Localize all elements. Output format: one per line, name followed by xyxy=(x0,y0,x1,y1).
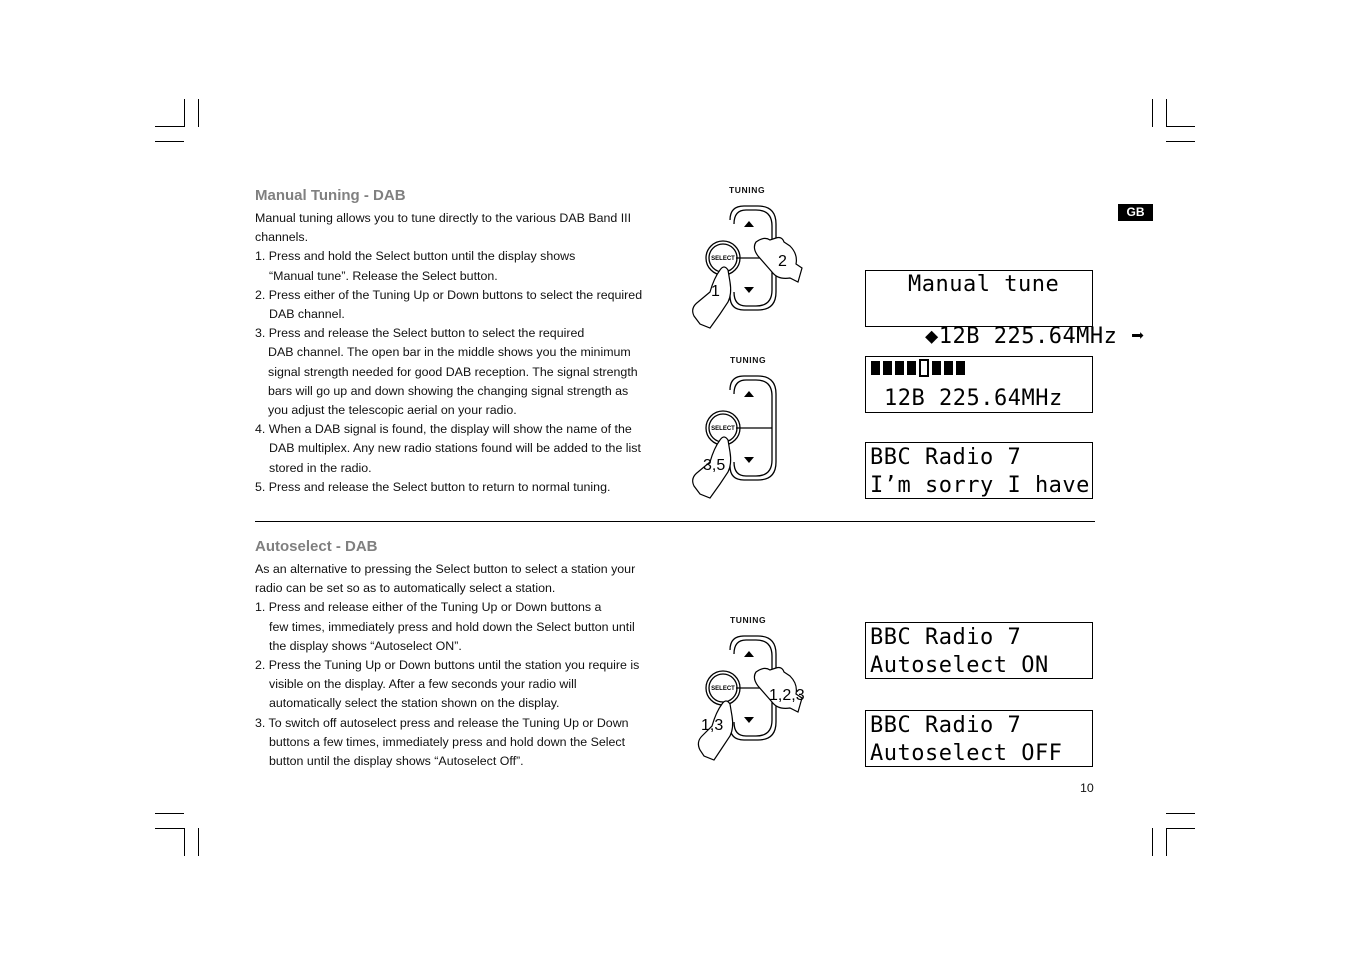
tuning-label: TUNING xyxy=(729,185,766,195)
manual-step-4-cont: DAB multiplex. Any new radio stations found will be added to the list xyxy=(269,441,641,456)
step-number: 1 xyxy=(711,283,720,300)
lcd-display-autoselect-off xyxy=(865,710,1093,767)
lcd-line-2: Autoselect ON xyxy=(870,653,1049,678)
signal-bar xyxy=(883,361,892,375)
signal-bar-minimum xyxy=(919,359,929,377)
tuning-buttons-illustration xyxy=(680,368,830,508)
select-button-label: SELECT xyxy=(711,426,735,432)
autoselect-step-3: 3. To switch off autoselect press and release the Tuning Up or Down xyxy=(255,715,629,730)
step-number: 1,2,3 xyxy=(769,687,805,704)
lcd-line-2-text: 12B 225.64MHz xyxy=(938,324,1118,349)
lcd-display-multiplex xyxy=(865,442,1093,499)
tuning-label: TUNING xyxy=(730,355,767,365)
manual-step-3-cont: signal strength needed for good DAB reception. The signal strength xyxy=(268,364,638,379)
select-button-label: SELECT xyxy=(711,686,735,692)
manual-intro: Manual tuning allows you to tune directly to the various DAB Band III channels. xyxy=(255,211,632,245)
tuning-buttons-illustration xyxy=(680,198,830,338)
lcd-line-1: BBC Radio 7 xyxy=(870,713,1022,738)
language-badge: GB xyxy=(1118,204,1153,221)
tuning-label: TUNING xyxy=(730,615,767,625)
manual-step-3-cont: DAB channel. The open bar in the middle shows you the minimum xyxy=(268,345,631,360)
step-number: 3,5 xyxy=(703,457,726,474)
signal-bar xyxy=(871,361,880,375)
manual-step-4: 4. When a DAB signal is found, the display will show the name of the xyxy=(255,422,632,437)
lcd-line-2: 12B 225.64MHz xyxy=(884,386,1063,411)
manual-tuning-text xyxy=(255,209,675,497)
manual-step-1-cont: “Manual tune”. Release the Select button. xyxy=(269,268,498,283)
lcd-line-1: BBC Radio 7 xyxy=(870,625,1022,650)
manual-step-2: 2. Press either of the Tuning Up or Down buttons to select the required xyxy=(255,287,643,302)
autoselect-heading: Autoselect - DAB xyxy=(255,538,378,555)
autoselect-step-2: 2. Press the Tuning Up or Down buttons until the station you require is xyxy=(255,658,640,673)
lcd-display-manual-tune xyxy=(865,270,1145,349)
autoselect-step-2-cont: automatically select the station shown on the display. xyxy=(269,696,560,711)
lcd-line-1: Manual tune xyxy=(908,272,1060,297)
section-divider xyxy=(255,521,1095,522)
arrow-right-icon: ➡ xyxy=(1131,324,1145,349)
autoselect-step-1-cont: the display shows “Autoselect ON”. xyxy=(269,638,462,653)
signal-bar xyxy=(944,361,953,375)
tuning-buttons-illustration xyxy=(680,628,830,768)
autoselect-step-2-cont: visible on the display. After a few seconds your radio will xyxy=(269,677,577,692)
arrow-left-icon: ◆ xyxy=(924,324,939,349)
page-number: 10 xyxy=(1080,781,1094,795)
manual-step-5: 5. Press and release the Select button to return to normal tuning. xyxy=(255,479,611,494)
manual-step-3-cont: you adjust the telescopic aerial on your radio. xyxy=(268,403,517,418)
autoselect-step-1: 1. Press and release either of the Tuning Up or Down buttons a xyxy=(255,600,602,615)
autoselect-step-1-cont: few times, immediately press and hold down the Select button until xyxy=(269,619,635,634)
manual-step-1: 1. Press and hold the Select button until the display shows xyxy=(255,249,576,264)
manual-step-3: 3. Press and release the Select button to select the required xyxy=(255,326,585,341)
manual-tuning-heading: Manual Tuning - DAB xyxy=(255,187,406,204)
autoselect-intro: As an alternative to pressing the Select button to select a station your xyxy=(255,562,636,576)
manual-step-4-cont: stored in the radio. xyxy=(269,460,372,475)
signal-bar xyxy=(895,361,904,375)
manual-step-3-cont: bars will go up and down showing the changing signal strength as xyxy=(268,383,629,398)
signal-strength-bars xyxy=(871,361,965,377)
autoselect-step-3-cont: button until the display shows “Autoselect Off”. xyxy=(269,754,524,769)
autoselect-intro-cont: radio can be set so as to automatically select a station. xyxy=(255,581,556,596)
signal-bar xyxy=(932,361,941,375)
signal-bar xyxy=(956,361,965,375)
signal-bar xyxy=(907,361,916,375)
lcd-display-signal-strength xyxy=(865,356,1093,413)
autoselect-text xyxy=(255,560,675,771)
manual-step-2-cont: DAB channel. xyxy=(269,307,345,322)
step-number: 1,3 xyxy=(701,717,724,734)
step-number: 2 xyxy=(778,253,787,270)
autoselect-step-3-cont: buttons a few times, immediately press and hold down the Select xyxy=(269,734,626,749)
lcd-line-2: I’m sorry I have xyxy=(870,473,1090,498)
lcd-line-1: BBC Radio 7 xyxy=(870,445,1022,470)
lcd-line-2: Autoselect OFF xyxy=(870,741,1063,766)
lcd-display-autoselect-on xyxy=(865,622,1093,679)
select-button-label: SELECT xyxy=(711,256,735,262)
